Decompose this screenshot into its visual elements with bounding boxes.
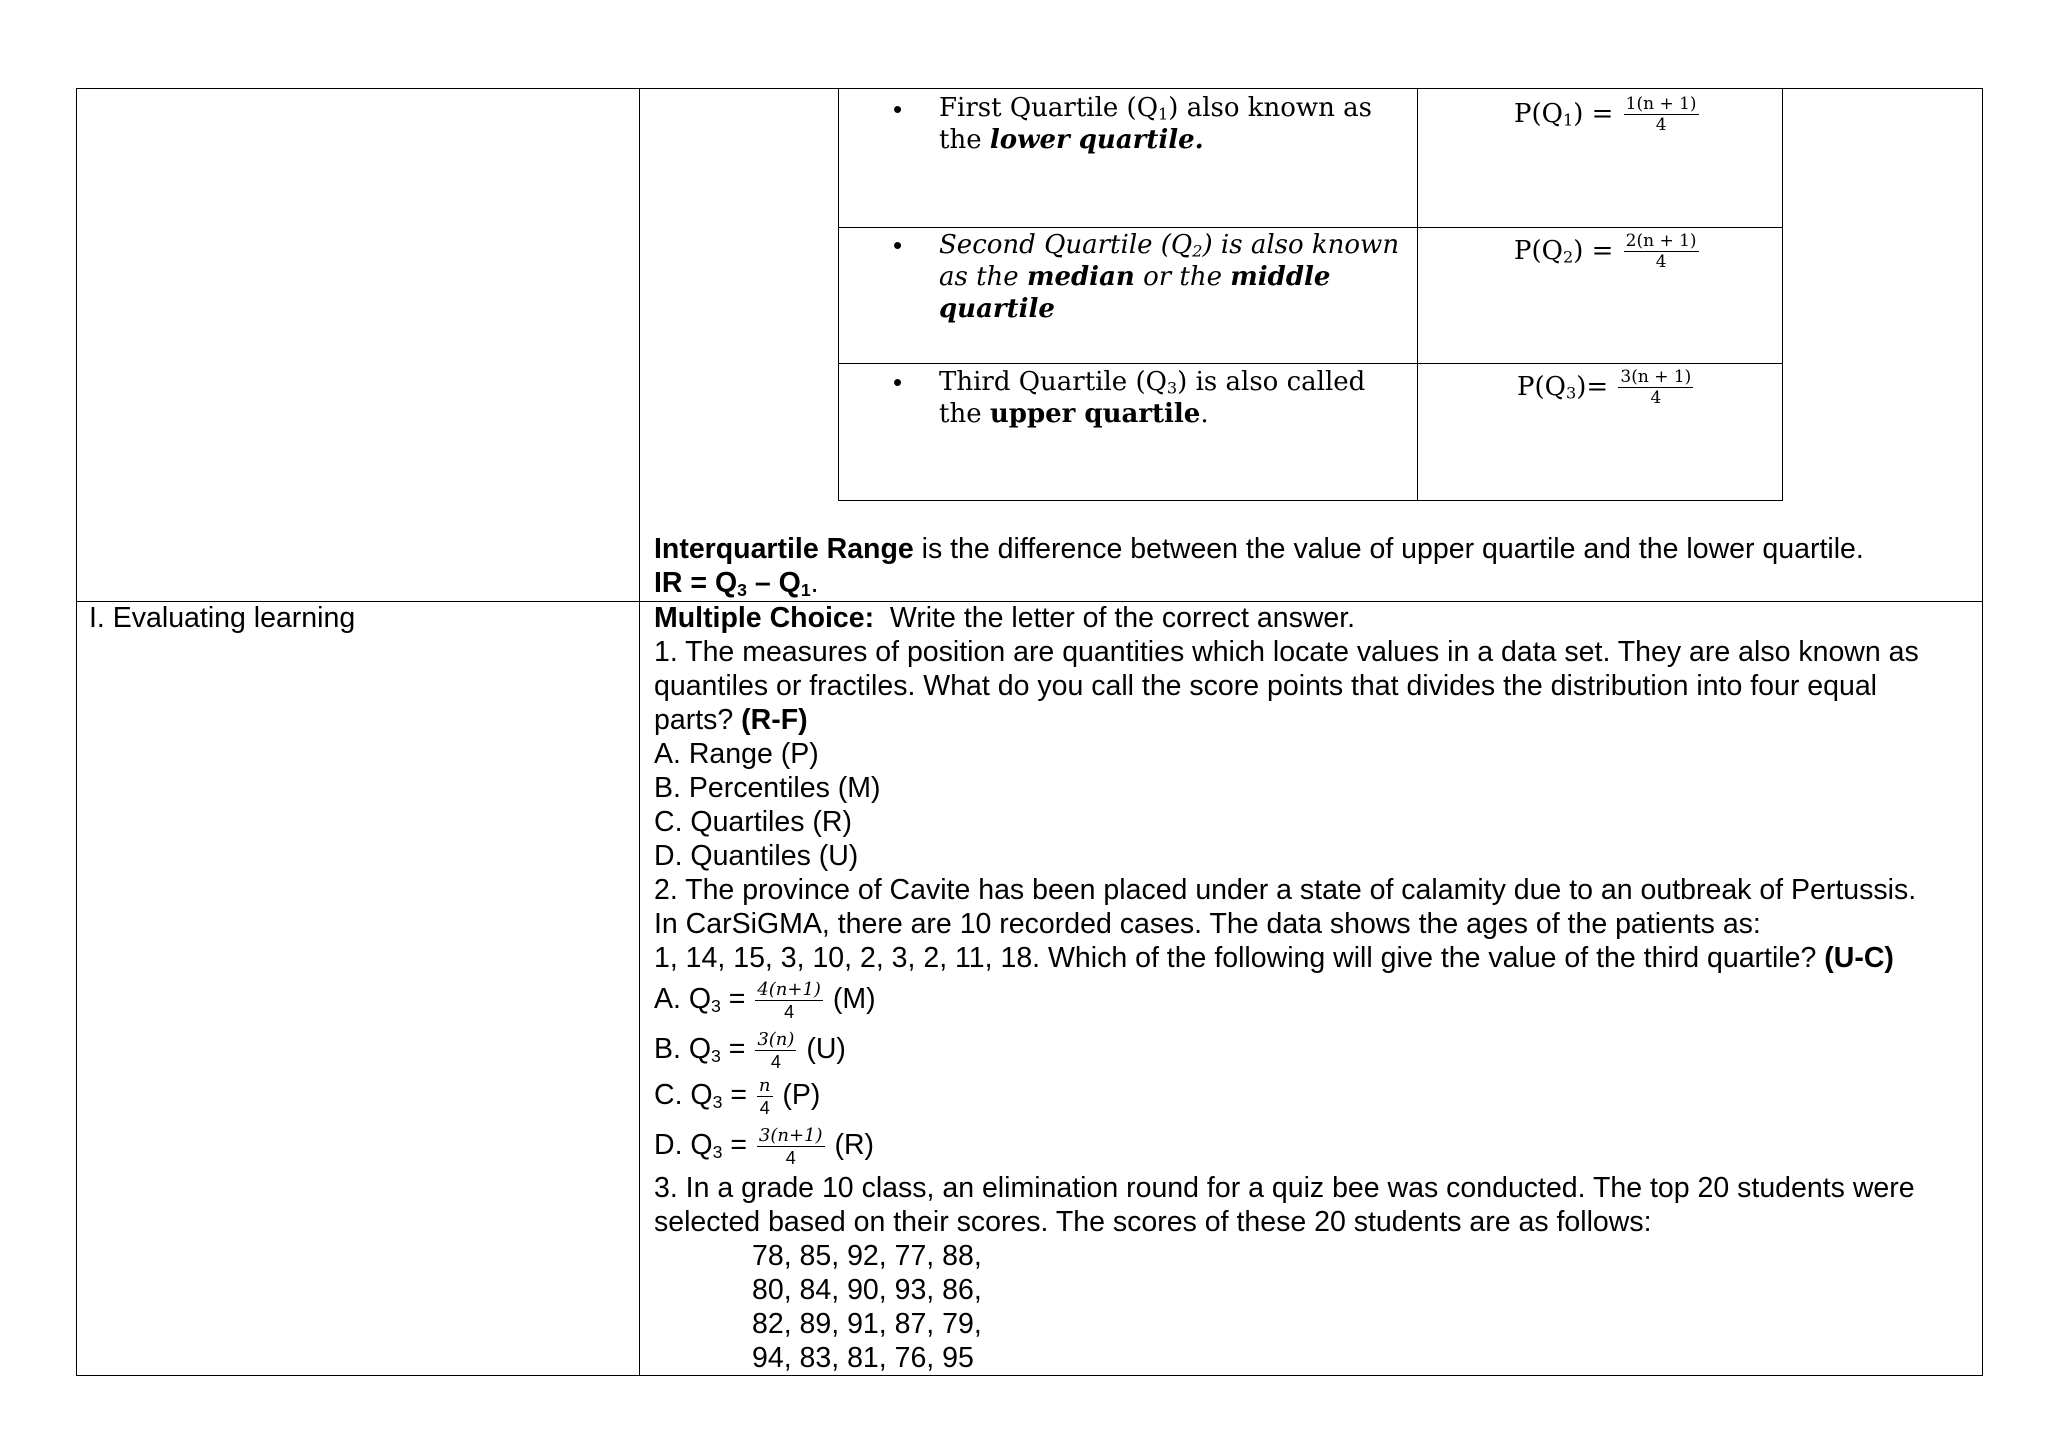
fraction-denominator: 4	[1655, 252, 1667, 272]
formula-q2	[1514, 233, 1701, 271]
quartile-row-divider-1	[838, 227, 1783, 228]
option-sub: 3	[711, 995, 721, 1016]
option-text: B. Q	[654, 1033, 712, 1066]
q1-option: A. Range (P)	[654, 738, 819, 770]
q3-line: 3. In a grade 10 class, an elimination round for a quiz bee was conducted. The top 20 students were	[654, 1172, 1915, 1204]
interquartile-formula	[654, 566, 819, 600]
q3-line: selected based on their scores. The scores of these 20 students are as follows:	[654, 1206, 1652, 1238]
desc-text: ) is also known as the	[939, 230, 1400, 292]
option-text: =	[722, 1079, 747, 1112]
desc-sub: 3	[1166, 378, 1178, 398]
option-text: =	[720, 1033, 746, 1066]
desc-text: ) also known as the	[939, 93, 1373, 155]
desc-term: median	[1026, 262, 1135, 292]
desc-sub: 2	[1192, 241, 1203, 261]
desc-term: upper quartile	[989, 399, 1201, 429]
q3-scores-row: 80, 84, 90, 93, 86,	[752, 1274, 982, 1306]
option-text: A. Q	[654, 983, 712, 1016]
fraction-denominator: 4	[1655, 115, 1667, 135]
formula-text: ) =	[1573, 99, 1614, 129]
q2-line	[654, 941, 1894, 975]
formula-sub: 3	[1565, 383, 1577, 403]
option-sub: 3	[712, 1091, 723, 1112]
table-border-top	[76, 88, 1983, 89]
option-fraction	[755, 980, 823, 1021]
option-tag: (R)	[834, 1129, 875, 1162]
table-border-left	[76, 88, 77, 1376]
option-text: D. Q	[654, 1129, 713, 1162]
q2-option-b	[654, 1030, 846, 1071]
desc-term: lower quartile.	[989, 125, 1204, 155]
fraction-denominator: 4	[785, 1148, 796, 1168]
q2-option-d	[654, 1126, 874, 1167]
desc-text: Second Quartile (Q	[939, 230, 1193, 260]
q2-option-c	[654, 1076, 820, 1117]
option-text: C. Q	[654, 1079, 713, 1112]
bullet-3: •	[893, 367, 903, 397]
fraction-numerator: 1(n + 1)	[1625, 94, 1697, 114]
mc-heading-line	[654, 601, 1355, 635]
formula-text: P(Q	[1514, 99, 1563, 129]
mc-instruction: Write the letter of the correct answer.	[874, 602, 1356, 634]
fraction-numerator: 3(n+1)	[758, 1125, 823, 1146]
q3-scores-row: 78, 85, 92, 77, 88,	[752, 1240, 982, 1272]
quartile-desc-third	[939, 366, 1409, 430]
ir-formula-text: – Q	[746, 567, 801, 599]
option-sub: 3	[712, 1141, 723, 1162]
interquartile-text: is the difference between the value of upper quartile and the lower quartile.	[913, 533, 1864, 565]
formula-sub: 1	[1562, 110, 1574, 130]
q1-text: parts?	[654, 704, 742, 736]
formula-fraction	[1624, 96, 1699, 134]
fraction-numerator: 3(n)	[757, 1029, 795, 1050]
fraction-denominator: 4	[1650, 388, 1662, 408]
ir-formula-text: IR = Q	[654, 567, 738, 599]
q2-line: 2. The province of Cavite has been placed under a state of calamity due to an outbreak of Pertussis.	[654, 874, 1917, 906]
ir-formula-sub: 3	[737, 579, 747, 600]
desc-text: or the	[1134, 262, 1231, 292]
formula-fraction	[1618, 369, 1693, 407]
option-fraction	[757, 1126, 825, 1167]
option-fraction	[757, 1076, 773, 1117]
desc-sub: 1	[1158, 104, 1169, 124]
q2-option-a	[654, 980, 876, 1021]
q2-text: 1, 14, 15, 3, 10, 2, 3, 2, 11, 18. Which of the following will give the value of the third quartile?	[654, 942, 1825, 974]
q3-scores-row: 82, 89, 91, 87, 79,	[752, 1308, 982, 1340]
formula-text: )=	[1576, 372, 1609, 402]
desc-term: middle quartile	[939, 262, 1331, 324]
bullet-1: •	[893, 94, 903, 124]
quartile-table-left	[838, 88, 839, 501]
option-text: =	[722, 1129, 747, 1162]
ir-formula-sub: 1	[800, 579, 811, 600]
quartile-table-right	[1782, 88, 1783, 501]
quartile-desc-first	[939, 92, 1409, 156]
q3-scores-row: 94, 83, 81, 76, 95	[752, 1342, 974, 1374]
fraction-denominator: 4	[784, 1002, 795, 1022]
table-border-right	[1982, 88, 1983, 1376]
ir-formula-text: .	[810, 567, 819, 599]
q1-option: D. Quantiles (U)	[654, 840, 859, 872]
desc-text: .	[1200, 399, 1209, 429]
q1-tag: (R-F)	[741, 704, 808, 736]
desc-text: First Quartile (Q	[939, 93, 1159, 123]
fraction-denominator: 4	[770, 1052, 781, 1072]
fraction-numerator: 4(n+1)	[757, 979, 821, 1000]
fraction-denominator: 4	[759, 1098, 770, 1118]
option-tag: (U)	[806, 1033, 846, 1066]
q2-tag: (U-C)	[1824, 942, 1894, 974]
fraction-numerator: 3(n + 1)	[1620, 367, 1692, 387]
fraction-numerator: n	[758, 1075, 771, 1096]
table-border-bottom	[76, 1375, 1983, 1376]
desc-text: ) is also called the	[939, 367, 1366, 429]
q1-line	[654, 703, 808, 737]
option-tag: (M)	[832, 983, 876, 1016]
q1-line: quantiles or fractiles. What do you call the score points that divides the distribution into four equal	[654, 670, 1878, 702]
q1-option: C. Quartiles (R)	[654, 806, 852, 838]
q2-line: In CarSiGMA, there are 10 recorded cases. The data shows the ages of the patients as:	[654, 908, 1761, 940]
mc-heading: Multiple Choice:	[654, 602, 875, 634]
q1-line: 1. The measures of position are quantities which locate values in a data set. They are also known as	[654, 636, 1919, 668]
q1-option: B. Percentiles (M)	[654, 772, 881, 804]
formula-text: P(Q	[1517, 372, 1566, 402]
interquartile-definition	[654, 532, 1864, 566]
desc-text: Third Quartile (Q	[939, 367, 1167, 397]
quartile-table-bottom	[838, 500, 1783, 501]
table-column-divider	[639, 88, 640, 1376]
option-sub: 3	[711, 1045, 721, 1066]
formula-text: ) =	[1573, 236, 1614, 266]
option-text: =	[720, 983, 746, 1016]
fraction-numerator: 2(n + 1)	[1625, 231, 1697, 251]
formula-text: P(Q	[1514, 236, 1563, 266]
quartile-row-divider-2	[838, 363, 1783, 364]
bullet-2: •	[893, 230, 903, 260]
option-fraction	[755, 1030, 796, 1071]
option-tag: (P)	[782, 1079, 821, 1112]
quartile-table-mid	[1417, 88, 1418, 501]
formula-q1	[1514, 96, 1701, 134]
formula-fraction	[1624, 233, 1699, 271]
formula-q3	[1517, 369, 1695, 407]
interquartile-term: Interquartile Range	[654, 533, 914, 565]
section-label: I. Evaluating learning	[89, 602, 356, 634]
quartile-desc-second	[939, 229, 1409, 325]
formula-sub: 2	[1562, 247, 1574, 267]
